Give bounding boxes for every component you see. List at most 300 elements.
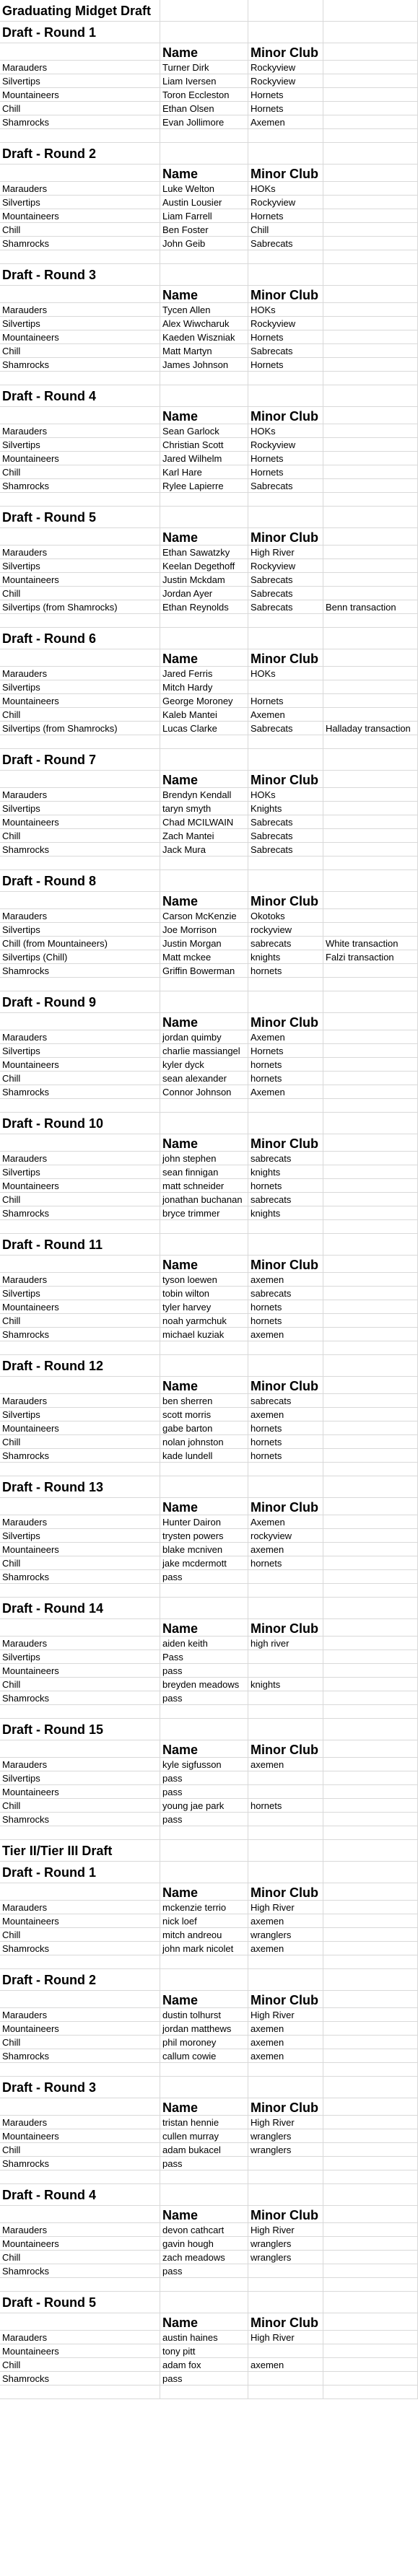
empty-cell[interactable] [323,0,418,22]
empty-cell[interactable] [160,1862,248,1883]
empty-cell[interactable] [248,1220,323,1234]
minor-club-cell[interactable]: Rockyview [248,559,323,573]
team-cell[interactable]: Chill [0,587,160,600]
empty-cell[interactable] [160,1355,248,1377]
player-name-cell[interactable]: nick loef [160,1914,248,1928]
empty-cell[interactable] [323,1705,418,1719]
empty-cell[interactable] [160,143,248,165]
team-cell[interactable]: Chill [0,2358,160,2372]
note-cell[interactable] [323,923,418,937]
minor-club-cell[interactable]: Rockyview [248,196,323,209]
note-cell[interactable]: White transaction [323,937,418,950]
empty-cell[interactable] [160,628,248,649]
empty-cell[interactable] [0,528,160,546]
team-cell[interactable]: Mountaineers [0,209,160,223]
minor-club-cell[interactable]: High River [248,2116,323,2129]
note-cell[interactable] [323,303,418,317]
team-cell[interactable]: Marauders [0,2008,160,2022]
team-cell[interactable]: Marauders [0,1273,160,1287]
empty-cell[interactable] [160,372,248,385]
note-cell[interactable] [323,74,418,88]
empty-cell[interactable] [160,1463,248,1476]
player-name-cell[interactable]: tristan hennie [160,2116,248,2129]
empty-cell[interactable] [323,1883,418,1901]
team-cell[interactable]: Marauders [0,1758,160,1771]
team-cell[interactable]: Shamrocks [0,1942,160,1955]
empty-cell[interactable] [0,892,160,909]
player-name-cell[interactable]: matt schneider [160,1179,248,1193]
round-heading[interactable]: Draft - Round 6 [0,628,160,649]
team-cell[interactable]: Chill [0,102,160,115]
team-cell[interactable]: Marauders [0,182,160,196]
minor-club-cell[interactable]: hornets [248,1449,323,1463]
note-cell[interactable] [323,1650,418,1664]
team-cell[interactable]: Shamrocks [0,358,160,372]
empty-cell[interactable] [160,264,248,286]
note-cell[interactable] [323,2344,418,2358]
empty-cell[interactable] [0,735,160,749]
team-cell[interactable]: Chill [0,2036,160,2049]
empty-cell[interactable] [0,771,160,788]
club-column-header[interactable]: Minor Club [248,1619,323,1637]
minor-club-cell[interactable]: knights [248,1206,323,1220]
minor-club-cell[interactable]: HOKs [248,182,323,196]
team-cell[interactable]: Mountaineers [0,1914,160,1928]
note-cell[interactable] [323,1165,418,1179]
empty-cell[interactable] [0,2063,160,2077]
empty-cell[interactable] [0,1498,160,1515]
player-name-cell[interactable]: Joe Morrison [160,923,248,937]
team-cell[interactable]: Silvertips [0,1650,160,1664]
minor-club-cell[interactable]: wranglers [248,2251,323,2264]
player-name-cell[interactable]: charlie massiangel [160,1044,248,1058]
empty-cell[interactable] [323,614,418,628]
note-cell[interactable] [323,1515,418,1529]
note-cell[interactable] [323,1813,418,1826]
note-cell[interactable] [323,452,418,465]
empty-cell[interactable] [248,1341,323,1355]
minor-club-cell[interactable]: Hornets [248,465,323,479]
round-heading[interactable]: Draft - Round 10 [0,1113,160,1134]
player-name-cell[interactable]: Karl Hare [160,465,248,479]
empty-cell[interactable] [0,1013,160,1030]
player-name-cell[interactable]: taryn smyth [160,802,248,815]
empty-cell[interactable] [323,165,418,182]
empty-cell[interactable] [0,2170,160,2184]
note-cell[interactable] [323,1193,418,1206]
note-cell[interactable] [323,2251,418,2264]
empty-cell[interactable] [323,2077,418,2098]
team-cell[interactable]: Silvertips [0,317,160,330]
team-cell[interactable]: Marauders [0,1901,160,1914]
minor-club-cell[interactable]: hornets [248,1179,323,1193]
minor-club-cell[interactable]: Sabrecats [248,344,323,358]
player-name-cell[interactable]: adam bukacel [160,2143,248,2157]
empty-cell[interactable] [160,0,248,22]
player-name-cell[interactable]: Jared Ferris [160,667,248,680]
player-name-cell[interactable]: mitch andreou [160,1928,248,1942]
minor-club-cell[interactable] [248,2372,323,2386]
minor-club-cell[interactable]: axemen [248,1328,323,1341]
empty-cell[interactable] [248,507,323,528]
player-name-cell[interactable]: jake mcdermott [160,1556,248,1570]
team-cell[interactable]: Silvertips [0,1408,160,1421]
name-column-header[interactable]: Name [160,1134,248,1152]
empty-cell[interactable] [160,1113,248,1134]
player-name-cell[interactable]: Hunter Dairon [160,1515,248,1529]
player-name-cell[interactable]: Jared Wilhelm [160,452,248,465]
empty-cell[interactable] [323,407,418,424]
player-name-cell[interactable]: Matt mckee [160,950,248,964]
team-cell[interactable]: Silvertips [0,74,160,88]
team-cell[interactable]: Chill [0,223,160,237]
player-name-cell[interactable]: gavin hough [160,2237,248,2251]
player-name-cell[interactable]: Sean Garlock [160,424,248,438]
team-cell[interactable]: Silvertips [0,802,160,815]
team-cell[interactable]: Shamrocks [0,1328,160,1341]
player-name-cell[interactable]: Mitch Hardy [160,680,248,694]
note-cell[interactable] [323,330,418,344]
minor-club-cell[interactable] [248,2344,323,2358]
note-cell[interactable] [323,708,418,722]
minor-club-cell[interactable]: Sabrecats [248,479,323,493]
empty-cell[interactable] [323,735,418,749]
empty-cell[interactable] [248,0,323,22]
empty-cell[interactable] [323,857,418,870]
empty-cell[interactable] [323,892,418,909]
empty-cell[interactable] [0,1134,160,1152]
empty-cell[interactable] [160,129,248,143]
team-cell[interactable]: Silvertips [0,196,160,209]
minor-club-cell[interactable]: Sabrecats [248,237,323,250]
empty-cell[interactable] [160,1826,248,1840]
player-name-cell[interactable]: Alex Wiwcharuk [160,317,248,330]
player-name-cell[interactable]: scott morris [160,1408,248,1421]
empty-cell[interactable] [0,407,160,424]
empty-cell[interactable] [0,2313,160,2331]
round-heading[interactable]: Draft - Round 3 [0,264,160,286]
minor-club-cell[interactable]: sabrecats [248,1152,323,1165]
empty-cell[interactable] [323,22,418,43]
team-cell[interactable]: Mountaineers [0,1543,160,1556]
name-column-header[interactable]: Name [160,1619,248,1637]
empty-cell[interactable] [323,2386,418,2399]
empty-cell[interactable] [160,735,248,749]
player-name-cell[interactable]: Ethan Olsen [160,102,248,115]
player-name-cell[interactable]: Connor Johnson [160,1085,248,1099]
team-cell[interactable]: Mountaineers [0,1421,160,1435]
empty-cell[interactable] [0,1584,160,1598]
player-name-cell[interactable]: jordan quimby [160,1030,248,1044]
team-cell[interactable]: Chill [0,1314,160,1328]
player-name-cell[interactable]: pass [160,2264,248,2278]
note-cell[interactable] [323,1928,418,1942]
empty-cell[interactable] [323,991,418,1013]
empty-cell[interactable] [0,1740,160,1758]
note-cell[interactable] [323,667,418,680]
player-name-cell[interactable]: kyler dyck [160,1058,248,1072]
round-heading[interactable]: Draft - Round 12 [0,1355,160,1377]
team-cell[interactable]: Chill [0,1799,160,1813]
team-cell[interactable]: Mountaineers [0,1179,160,1193]
name-column-header[interactable]: Name [160,2206,248,2223]
empty-cell[interactable] [0,165,160,182]
name-column-header[interactable]: Name [160,649,248,667]
empty-cell[interactable] [0,1377,160,1394]
player-name-cell[interactable]: cullen murray [160,2129,248,2143]
note-cell[interactable] [323,1421,418,1435]
team-cell[interactable]: Mountaineers [0,694,160,708]
name-column-header[interactable]: Name [160,1991,248,2008]
empty-cell[interactable] [323,43,418,61]
empty-cell[interactable] [248,372,323,385]
minor-club-cell[interactable]: wranglers [248,1928,323,1942]
player-name-cell[interactable]: Justin Mckdam [160,573,248,587]
minor-club-cell[interactable]: hornets [248,1314,323,1328]
player-name-cell[interactable]: jordan matthews [160,2022,248,2036]
minor-club-cell[interactable]: Okotoks [248,909,323,923]
note-cell[interactable] [323,2157,418,2170]
empty-cell[interactable] [323,628,418,649]
note-cell[interactable] [323,1914,418,1928]
empty-cell[interactable] [323,1341,418,1355]
empty-cell[interactable] [160,1969,248,1991]
empty-cell[interactable] [323,2206,418,2223]
minor-club-cell[interactable]: Axemen [248,1515,323,1529]
player-name-cell[interactable]: Matt Martyn [160,344,248,358]
minor-club-cell[interactable]: Hornets [248,88,323,102]
empty-cell[interactable] [248,2077,323,2098]
empty-cell[interactable] [323,1740,418,1758]
empty-cell[interactable] [0,1826,160,1840]
empty-cell[interactable] [160,2278,248,2292]
empty-cell[interactable] [323,1377,418,1394]
minor-club-cell[interactable]: hornets [248,1058,323,1072]
minor-club-cell[interactable]: Hornets [248,1044,323,1058]
minor-club-cell[interactable]: High River [248,1901,323,1914]
player-name-cell[interactable]: pass [160,1691,248,1705]
minor-club-cell[interactable]: hornets [248,1556,323,1570]
empty-cell[interactable] [0,2278,160,2292]
empty-cell[interactable] [248,2292,323,2313]
minor-club-cell[interactable]: knights [248,1678,323,1691]
note-cell[interactable] [323,2143,418,2157]
note-cell[interactable] [323,209,418,223]
empty-cell[interactable] [323,250,418,264]
empty-cell[interactable] [160,991,248,1013]
team-cell[interactable]: Marauders [0,1152,160,1165]
team-cell[interactable]: Marauders [0,1030,160,1044]
empty-cell[interactable] [160,614,248,628]
minor-club-cell[interactable]: rockyview [248,1529,323,1543]
empty-cell[interactable] [160,507,248,528]
round-heading[interactable]: Draft - Round 8 [0,870,160,892]
team-cell[interactable]: Silvertips [0,1529,160,1543]
empty-cell[interactable] [323,1134,418,1152]
team-cell[interactable]: Chill [0,2143,160,2157]
team-cell[interactable]: Mountaineers [0,2344,160,2358]
minor-club-cell[interactable]: HOKs [248,424,323,438]
player-name-cell[interactable]: Rylee Lapierre [160,479,248,493]
club-column-header[interactable]: Minor Club [248,649,323,667]
name-column-header[interactable]: Name [160,1740,248,1758]
minor-club-cell[interactable] [248,2157,323,2170]
team-cell[interactable]: Silvertips [0,1771,160,1785]
empty-cell[interactable] [323,129,418,143]
player-name-cell[interactable]: pass [160,1771,248,1785]
note-cell[interactable] [323,1179,418,1193]
empty-cell[interactable] [323,1498,418,1515]
note-cell[interactable] [323,1300,418,1314]
minor-club-cell[interactable]: sabrecats [248,1193,323,1206]
note-cell[interactable]: Halladay transaction [323,722,418,735]
empty-cell[interactable] [323,264,418,286]
team-cell[interactable]: Mountaineers [0,1785,160,1799]
minor-club-cell[interactable]: sabrecats [248,937,323,950]
empty-cell[interactable] [160,1234,248,1256]
empty-cell[interactable] [160,749,248,771]
note-cell[interactable] [323,344,418,358]
player-name-cell[interactable]: Zach Mantei [160,829,248,843]
minor-club-cell[interactable]: axemen [248,1942,323,1955]
minor-club-cell[interactable]: HOKs [248,788,323,802]
round-heading[interactable]: Draft - Round 11 [0,1234,160,1256]
empty-cell[interactable] [160,22,248,43]
name-column-header[interactable]: Name [160,43,248,61]
round-heading[interactable]: Draft - Round 5 [0,507,160,528]
round-heading[interactable]: Draft - Round 2 [0,1969,160,1991]
team-cell[interactable]: Chill [0,2251,160,2264]
empty-cell[interactable] [0,1619,160,1637]
team-cell[interactable]: Marauders [0,1637,160,1650]
empty-cell[interactable] [248,749,323,771]
minor-club-cell[interactable]: sabrecats [248,1287,323,1300]
note-cell[interactable] [323,1030,418,1044]
empty-cell[interactable] [160,1584,248,1598]
player-name-cell[interactable]: Jordan Ayer [160,587,248,600]
minor-club-cell[interactable]: wranglers [248,2237,323,2251]
note-cell[interactable] [323,1758,418,1771]
player-name-cell[interactable]: trysten powers [160,1529,248,1543]
note-cell[interactable] [323,1273,418,1287]
empty-cell[interactable] [160,857,248,870]
player-name-cell[interactable]: John Geib [160,237,248,250]
empty-cell[interactable] [0,1955,160,1969]
empty-cell[interactable] [0,614,160,628]
name-column-header[interactable]: Name [160,2098,248,2116]
player-name-cell[interactable]: tyler harvey [160,1300,248,1314]
note-cell[interactable] [323,1435,418,1449]
round-heading[interactable]: Draft - Round 1 [0,1862,160,1883]
club-column-header[interactable]: Minor Club [248,1134,323,1152]
team-cell[interactable]: Mountaineers [0,815,160,829]
note-cell[interactable] [323,1044,418,1058]
club-column-header[interactable]: Minor Club [248,1498,323,1515]
empty-cell[interactable] [248,1598,323,1619]
empty-cell[interactable] [323,2292,418,2313]
minor-club-cell[interactable]: High River [248,546,323,559]
note-cell[interactable] [323,1314,418,1328]
team-cell[interactable]: Silvertips [0,680,160,694]
club-column-header[interactable]: Minor Club [248,43,323,61]
note-cell[interactable] [323,317,418,330]
minor-club-cell[interactable]: High River [248,2331,323,2344]
minor-club-cell[interactable]: Hornets [248,452,323,465]
name-column-header[interactable]: Name [160,1883,248,1901]
minor-club-cell[interactable]: Sabrecats [248,815,323,829]
empty-cell[interactable] [160,1099,248,1113]
empty-cell[interactable] [248,2063,323,2077]
team-cell[interactable]: Silvertips [0,438,160,452]
empty-cell[interactable] [323,1862,418,1883]
minor-club-cell[interactable]: HOKs [248,667,323,680]
club-column-header[interactable]: Minor Club [248,2313,323,2331]
empty-cell[interactable] [248,1969,323,1991]
empty-cell[interactable] [323,978,418,991]
round-heading[interactable]: Draft - Round 14 [0,1598,160,1619]
empty-cell[interactable] [160,2170,248,2184]
player-name-cell[interactable]: Lucas Clarke [160,722,248,735]
minor-club-cell[interactable]: Sabrecats [248,573,323,587]
team-cell[interactable]: Marauders [0,909,160,923]
minor-club-cell[interactable]: Hornets [248,694,323,708]
player-name-cell[interactable]: austin haines [160,2331,248,2344]
sheet-title-cell[interactable]: Tier II/Tier III Draft [0,1840,160,1862]
note-cell[interactable] [323,223,418,237]
note-cell[interactable] [323,88,418,102]
empty-cell[interactable] [160,2386,248,2399]
round-heading[interactable]: Draft - Round 15 [0,1719,160,1740]
note-cell[interactable] [323,1691,418,1705]
player-name-cell[interactable]: mckenzie terrio [160,1901,248,1914]
club-column-header[interactable]: Minor Club [248,1740,323,1758]
player-name-cell[interactable]: George Moroney [160,694,248,708]
empty-cell[interactable] [0,1705,160,1719]
note-cell[interactable] [323,1785,418,1799]
minor-club-cell[interactable]: Rockyview [248,74,323,88]
team-cell[interactable]: Shamrocks [0,237,160,250]
team-cell[interactable]: Chill [0,829,160,843]
player-name-cell[interactable]: callum cowie [160,2049,248,2063]
note-cell[interactable] [323,559,418,573]
team-cell[interactable]: Chill [0,465,160,479]
empty-cell[interactable] [248,1476,323,1498]
team-cell[interactable]: Marauders [0,788,160,802]
minor-club-cell[interactable]: axemen [248,2049,323,2063]
empty-cell[interactable] [248,870,323,892]
minor-club-cell[interactable]: Knights [248,802,323,815]
empty-cell[interactable] [323,2278,418,2292]
empty-cell[interactable] [323,286,418,303]
empty-cell[interactable] [0,1341,160,1355]
team-cell[interactable]: Shamrocks [0,2264,160,2278]
empty-cell[interactable] [0,857,160,870]
minor-club-cell[interactable]: axemen [248,2036,323,2049]
team-cell[interactable]: Mountaineers [0,1664,160,1678]
empty-cell[interactable] [323,649,418,667]
round-heading[interactable]: Draft - Round 5 [0,2292,160,2313]
player-name-cell[interactable]: adam fox [160,2358,248,2372]
note-cell[interactable] [323,1328,418,1341]
note-cell[interactable] [323,1678,418,1691]
player-name-cell[interactable]: pass [160,1813,248,1826]
note-cell[interactable] [323,1637,418,1650]
team-cell[interactable]: Silvertips [0,923,160,937]
player-name-cell[interactable]: Keelan Degethoff [160,559,248,573]
note-cell[interactable] [323,843,418,857]
team-cell[interactable]: Chill [0,1072,160,1085]
player-name-cell[interactable]: john mark nicolet [160,1942,248,1955]
